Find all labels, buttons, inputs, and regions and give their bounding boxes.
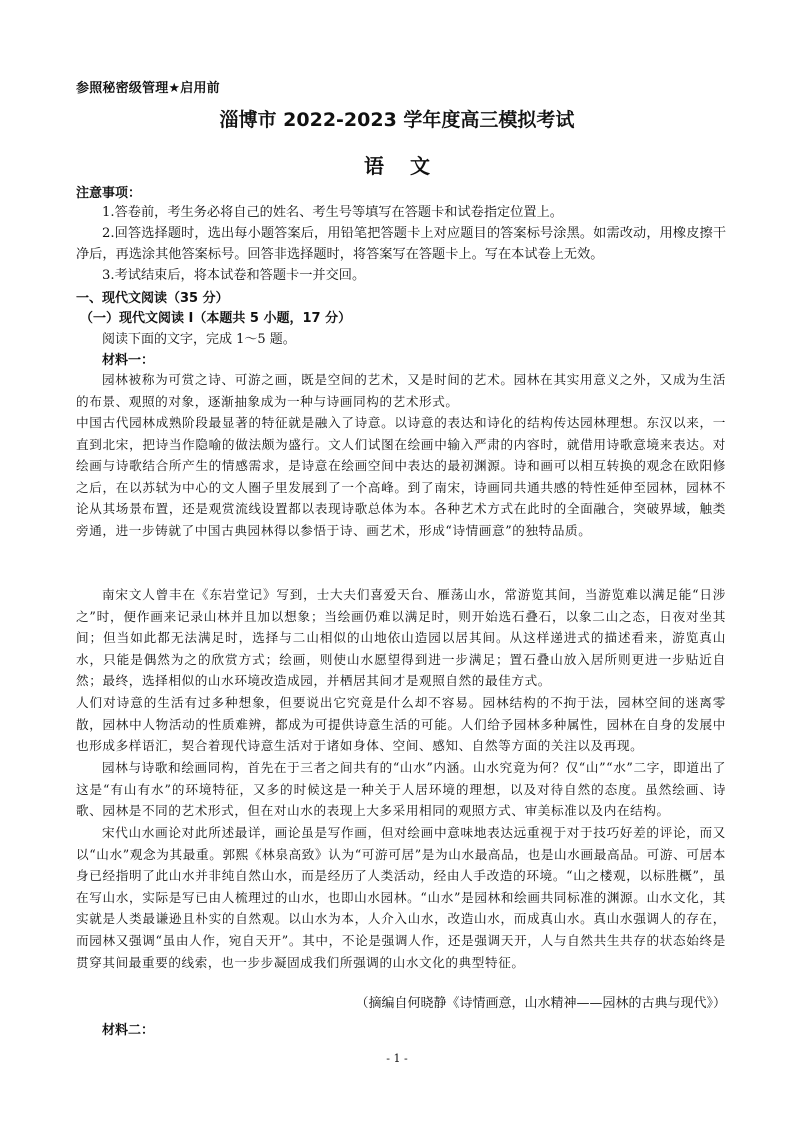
material-1-label: 材料一：: [102, 353, 155, 368]
material-2-label: 材料二：: [102, 1023, 155, 1038]
material-paragraph: 人们对诗意的生活有过多种想象，但要说出它究竟是什么却不容易。园林结构的不拘于法，园林空间的迷离零散，园林中人物活动的性质难辨，都成为可提供诗意生活的可能。人们给予园林多种属性，园林在自身的发展中也形成多样语汇，契合着现代诗意生活对于诸如身体、空间、感知、自然等方面的关注以及再现。: [76, 695, 726, 754]
notice-item: 2.回答选择题时，选出每小题答案后，用铅笔把答题卡上对应题目的答案标号涂黑。如需改动，用橡皮擦干净后，再选涂其他答案标号。回答非选择题时，将答案写在答题卡上。写在本试卷上无效。: [76, 226, 726, 262]
notice-item: 1.答卷前，考生务必将自己的姓名、考生号等填写在答题卡和试卷指定位置上。: [102, 205, 563, 220]
material-paragraph: 宋代山水画论对此所述最详，画论虽是写作画，但对绘画中意味地表达远重视于对于技巧好差的评论，而又以“山水”观念为其最重。郭熙《林泉高致》认为“可游可居”是为山水最高品，也是山水画最高品。可游、可居本身已经指明了此山水并非纯自然山水，而是经历了人类活动，经由人手改造的环境。“山之楼观，以标胜概”，虽在写山水，实际是写已由人梳理过的山水，也即山水园林。“山水”是园林和绘画共同标准的渊源。山水文化，其实就是人类最谦逊且朴实的自然观。以山水为本，人介入山水，改造山水，而成真山水。真山水强调人的存在，而园林又强调“虽由人作，宛自天开”。其中，不论是强调人作，还是强调天开，人与自然共生共存的状态始终是贯穿其间最重要的线索，也一步步凝固成我们所强调的山水文化的典型特征。: [76, 825, 726, 970]
section-subtitle: （一）现代文阅读 I（本题共 5 小题，17 分）: [80, 311, 352, 326]
material-paragraph: 南宋文人曾丰在《东岩堂记》写到，士大夫们喜爱天台、雁荡山水，常游览其间，当游览难以满足能“日涉之”时，便作画来记录山林并且加以想象；当绘画仍难以满足时，则开始选石叠石，以象二山之态，日夜对坐其间；但当如此都无法满足时，选择与二山相似的山地依山造园以居其间。从这样递进式的描述看来，游览真山水，只能是偶然为之的欣赏方式；绘画，则使山水愿望得到进一步满足；置石叠山放入居所则更进一步贴近自然；最终，选择相似的山水环境改造成园，并栖居其间才是观照自然的最佳方式。: [76, 587, 726, 689]
secret-level-label: 参照秘密级管理★启用前: [76, 81, 220, 96]
material-paragraph: 园林与诗歌和绘画同构，首先在于三者之间共有的“山水”内涵。山水究竟为何？仅“山”“水”二字，即道出了这是“有山有水”的环境特征，又多的时候这是一种关于人居环境的理想，以及对待自然的态度。虽然绘画、诗歌、园林是不同的艺术形式，但在对山水的表现上大多采用相同的观照方式、审美标准以及内在结构。: [76, 760, 726, 819]
notice-item: 3.考试结束后，将本试卷和答题卡一并交回。: [102, 268, 366, 283]
subject-title: 语文: [364, 154, 456, 178]
section-title: 一、现代文阅读（35 分）: [76, 291, 229, 306]
reading-instruction: 阅读下面的文字，完成 1～5 题。: [102, 332, 296, 347]
source-citation: （摘编自何晓静《诗情画意，山水精神——园林的古典与现代》）: [355, 996, 726, 1011]
exam-title: 淄博市 2022-2023 学年度高三模拟考试: [219, 109, 575, 131]
material-paragraph: 园林被称为可赏之诗、可游之画，既是空间的艺术，又是时间的艺术。园林在其实用意义之外，又成为生活的布景、观照的对象，逐渐抽象成为一种与诗画同构的艺术形式。: [76, 372, 726, 409]
page-number: - 1 -: [386, 1052, 408, 1065]
material-paragraph: 中国古代园林成熟阶段最显著的特征就是融入了诗意。以诗意的表达和诗化的结构传达园林理想。东汉以来，一直到北宋，把诗当作隐喻的做法颇为盛行。文人们试图在绘画中输入严肃的内容时，就借用诗歌意境来表达。对绘画与诗歌结合所产生的情感需求，是诗意在绘画空间中表达的最初渊源。诗和画可以相互转换的观念在欧阳修之后，在以苏轼为中心的文人圈子里发展到了一个高峰。到了南宋，诗画同共通共感的特性延伸至园林，园林不论从其场景布置，还是观赏流线设置都以表现诗歌总体为本。各种艺术方式在此时的全面融合，突破界域，触类旁通，进一步铸就了中国古典园林得以参悟于诗、画艺术，形成“诗情画意”的独特品质。: [76, 415, 726, 538]
notice-heading: 注意事项：: [76, 186, 142, 201]
